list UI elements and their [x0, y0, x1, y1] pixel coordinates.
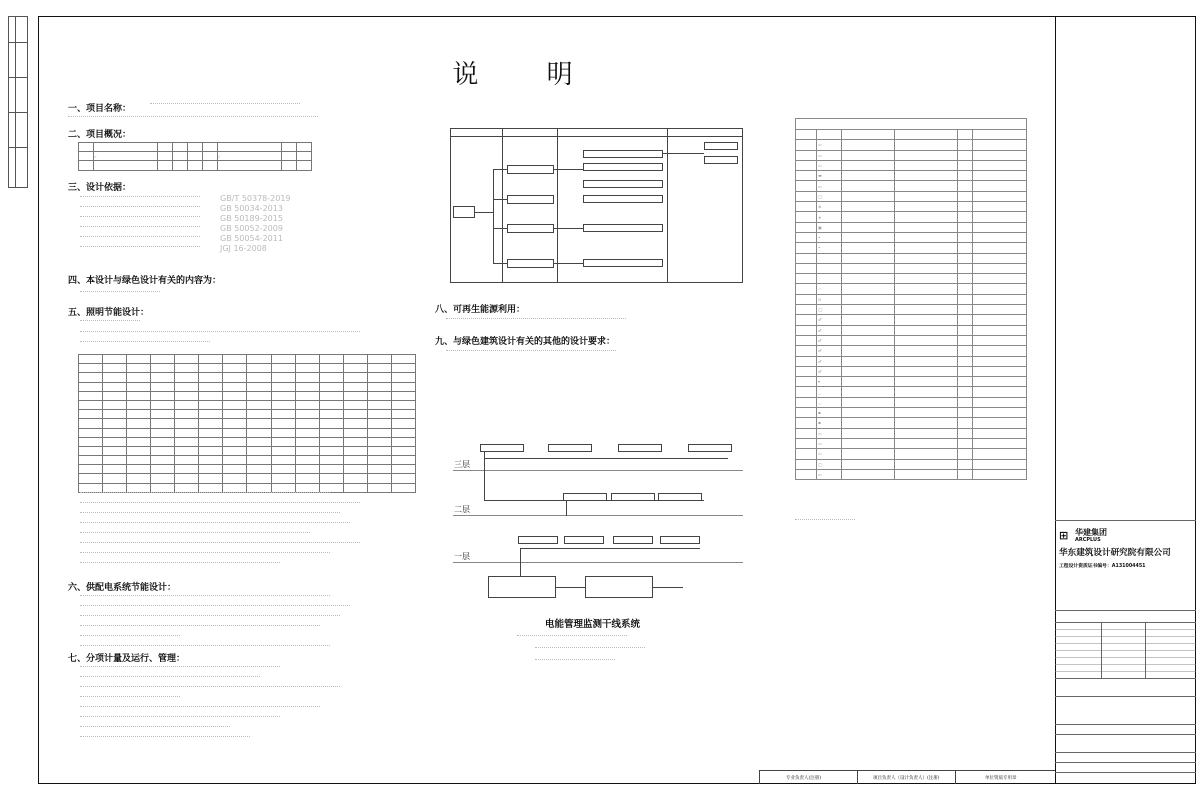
energy-system-caption: 电能管理监测干线系统	[545, 619, 641, 630]
basis-code: GB 50054-2011	[220, 233, 283, 243]
basis-code: GB/T 50378-2019	[220, 193, 291, 203]
floor-label: 三层	[454, 460, 470, 469]
faint-text-line	[80, 341, 210, 345]
faint-text-line	[80, 331, 360, 335]
project-overview-table: ✓ ✓	[78, 142, 312, 171]
section-3-title: 三、设计依据：	[68, 183, 132, 193]
company-logo: ⊞	[1059, 529, 1069, 542]
page-title: 说 明	[452, 60, 603, 90]
signature-grid	[1055, 622, 1196, 678]
section-8-title: 八、可再生能源利用：	[435, 305, 526, 315]
legend-table: ▭ ▭ ▭ ▬ ▭ ◯ ⊗ ⊕ ▣ • • ◠ ⊡ ◯ ♂ ♂ ♂ ♂ ♂ ♂ ▾ ◡ ◡ ▪ ▪ ▭ ▭ ▭ ◯ ▭	[795, 118, 1027, 480]
section-2-title: 二、项目概况：	[68, 130, 132, 140]
section-9-title: 九、与绿色建筑设计有关的其他的设计要求：	[435, 337, 616, 347]
institute-name: 华东建筑设计研究院有限公司	[1059, 548, 1171, 558]
faint-text-line	[446, 350, 616, 354]
section-6-title: 六、供配电系统节能设计：	[68, 583, 177, 593]
margin-strip	[8, 16, 28, 188]
basis-code: GB 50034-2013	[220, 203, 283, 213]
section-5-title: 五、照明节能设计：	[68, 308, 150, 318]
energy-riser-diagram	[448, 430, 748, 610]
faint-text-line	[535, 659, 615, 663]
metering-notes	[80, 666, 370, 746]
faint-text-line	[80, 291, 160, 295]
floor-label: 一层	[454, 552, 470, 561]
lighting-power-density-table	[78, 354, 416, 493]
section-7-title: 七、分项计量及运行、管理：	[68, 654, 186, 664]
footer-qualification-seal: 单位资质专用章	[985, 776, 1017, 781]
faint-text-line	[795, 519, 855, 523]
faint-text-line	[80, 320, 140, 324]
certificate-number: 工程设计资质证书编号：A131004451	[1059, 564, 1146, 569]
group-name: 华建集团	[1075, 528, 1107, 537]
footer-project-lead: 项目负责人（设计负责人）(注册)	[873, 776, 940, 781]
lighting-notes	[80, 492, 370, 572]
basis-code: JGJ 16-2008	[220, 243, 267, 253]
company-block	[1055, 520, 1196, 572]
section-4-title: 四、本设计与绿色设计有关的内容为：	[68, 276, 222, 286]
faint-text-line	[517, 635, 627, 639]
basis-code: GB 50189-2015	[220, 213, 283, 223]
section-1-title: 一、项目名称：	[68, 104, 132, 114]
power-supply-notes	[80, 595, 370, 655]
faint-text-line	[68, 116, 318, 120]
faint-text-line	[150, 103, 300, 107]
basis-code: GB 50052-2009	[220, 223, 283, 233]
basis-list	[80, 193, 380, 253]
footer-specialty-lead: 专业负责人(注册)	[786, 776, 822, 781]
faint-text-line	[535, 647, 645, 651]
faint-text-line	[446, 318, 626, 322]
group-name-en: ARCPLUS	[1075, 537, 1101, 543]
floor-label: 二层	[454, 505, 470, 514]
